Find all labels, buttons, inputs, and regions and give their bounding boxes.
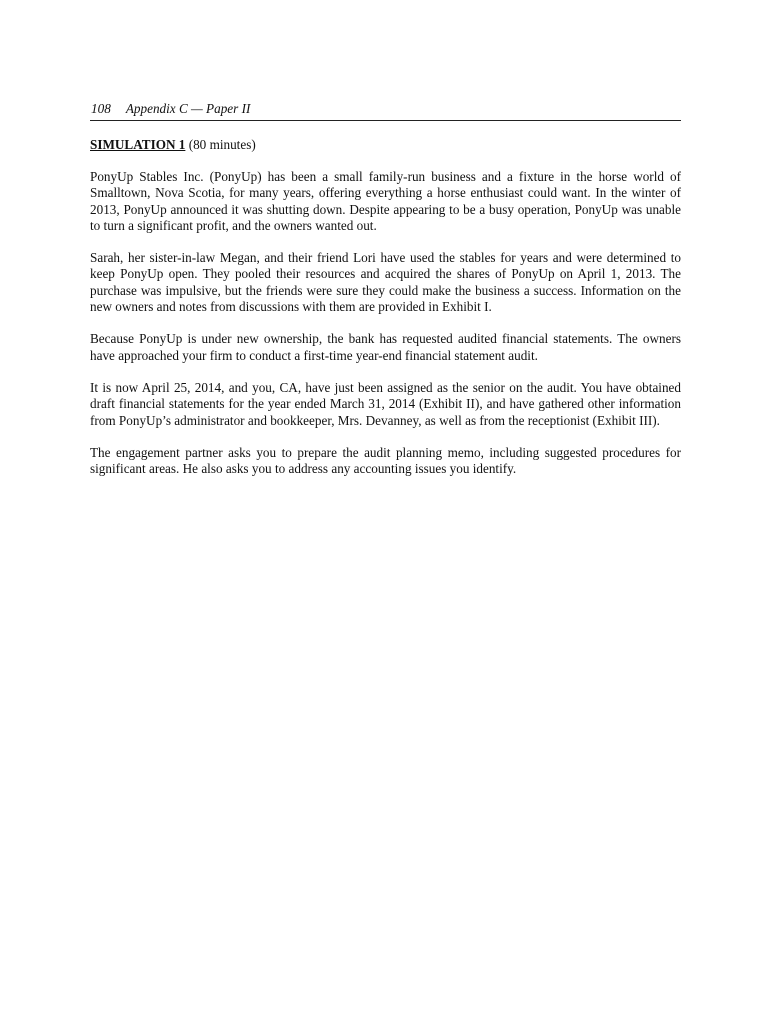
paragraph-intro: PonyUp Stables Inc. (PonyUp) has been a small family-run business and a fixture in the horse world of Smalltown, Nova Scotia, for many years, offering everything a horse enthusiast could want. In the winter of 2013, PonyUp announced it was shutting down. Despite appearing to be a busy operation, PonyUp was unable to turn a significant profit, and the owners wanted out. — [90, 169, 681, 233]
paragraph-bank-request: Because PonyUp is under new ownership, the bank has requested audited financial statements. The owners have approached your firm to conduct a first-time year-end financial statement audit. — [90, 331, 681, 363]
paragraph-engagement-partner: The engagement partner asks you to prepare the audit planning memo, including suggested procedures for significant areas. He also asks you to address any accounting issues you identify. — [90, 444, 681, 477]
document-page — [90, 101, 681, 477]
simulation-heading — [90, 137, 681, 153]
page-number: 108 — [91, 101, 111, 116]
simulation-title: SIMULATION 1 — [90, 137, 186, 152]
paragraph-new-owners: Sarah, her sister-in-law Megan, and their friend Lori have used the stables for years and were determined to keep PonyUp open. They pooled their resources and acquired the shares of PonyUp on April 1, 2013. The purchase was impulsive, but the friends were sure they could make the business a success. Information on the new owners and notes from discussions with them are provided in Exhibit I. — [90, 250, 681, 315]
simulation-duration: (80 minutes) — [188, 137, 256, 152]
section-title: Appendix C — Paper II — [125, 101, 251, 116]
paragraph-assignment: It is now April 25, 2014, and you, CA, have just been assigned as the senior on the audit. You have obtained draft financial statements for the year ended March 31, 2014 (Exhibit II), and have gathered other information from PonyUp’s administrator and bookkeeper, Mrs. Devanney, as well as from the receptionist (Exhibit III). — [90, 379, 681, 428]
running-header — [90, 101, 681, 121]
